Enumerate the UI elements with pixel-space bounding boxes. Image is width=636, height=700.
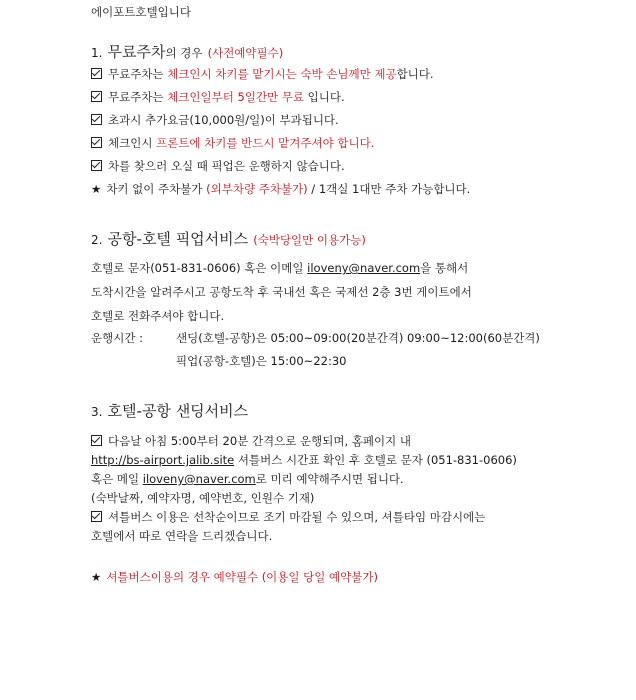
- parking-item-1: 무료주차는 체크인시 차키를 맡기시는 숙박 손님께만 제공합니다.: [91, 66, 434, 82]
- hours-sending: 샌딩(호텔-공항)은 05:00~09:00(20분간격) 09:00~12:00(60분간격): [176, 331, 540, 345]
- section-2-heading: [91, 229, 366, 250]
- section-1-title: 무료주차: [107, 43, 166, 61]
- email-link[interactable]: iloveny@naver.com: [142, 472, 256, 486]
- section-2-note: (숙박당일만 이용가능): [253, 233, 366, 247]
- sending-line-1: 다음날 아침 5:00부터 20분 간격으로 운행되며, 홈페이지 내: [91, 433, 411, 449]
- parking-item-3: 초과시 추가요금(10,000원/일)이 부과됩니다.: [91, 112, 339, 128]
- sending-line-3: 혹은 메일 iloveny@naver.com로 미리 예약해주시면 됩니다.: [91, 472, 404, 486]
- section-3-heading: [91, 401, 248, 422]
- star-icon: ★: [91, 182, 102, 196]
- sending-line-4: (숙박날짜, 예약자명, 예약번호, 인원수 기재): [91, 491, 315, 505]
- checkbox-icon: [91, 114, 102, 125]
- section-1-heading: [91, 42, 283, 63]
- section-3-number: 3.: [91, 405, 103, 419]
- shuttle-schedule-link[interactable]: http://bs-airport.jalib.site: [91, 453, 235, 467]
- pickup-paragraph-2: 도착시간을 알려주시고 공항도착 후 국내선 혹은 국제선 2층 3번 게이트에서: [91, 285, 472, 299]
- section-1-note: (사전예약필수): [207, 46, 284, 60]
- intro-text: 에이포트호텔입니다: [91, 5, 191, 19]
- checkbox-icon: [91, 91, 102, 102]
- sending-line-2: http://bs-airport.jalib.site 셔틀버스 시간표 확인 후 호텔로 문자 (051-831-0606): [91, 453, 517, 467]
- hours-label: 운행시간 :: [91, 331, 143, 345]
- section-2-number: 2.: [91, 233, 103, 247]
- parking-item-4: 체크인시 프론트에 차키를 반드시 맡겨주셔야 합니다.: [91, 135, 374, 151]
- sending-line-5: 셔틀버스 이용은 선착순이므로 조기 마감될 수 있으며, 셔틀타임 마감시에는: [91, 509, 485, 525]
- checkbox-icon: [91, 435, 102, 446]
- pickup-paragraph-1: 호텔로 문자(051-831-0606) 혹은 이메일 iloveny@naver.com을 통해서: [91, 261, 469, 275]
- parking-item-5: 차를 찾으러 오실 때 픽업은 운행하지 않습니다.: [91, 158, 345, 174]
- hours-pickup: 픽업(공항-호텔)은 15:00~22:30: [176, 354, 347, 368]
- pickup-paragraph-3: 호텔로 전화주셔야 합니다.: [91, 309, 225, 323]
- section-2-title: 공항-호텔 픽업서비스: [107, 230, 249, 248]
- checkbox-icon: [91, 68, 102, 79]
- section-3-title: 호텔-공항 샌딩서비스: [107, 402, 249, 420]
- checkbox-icon: [91, 511, 102, 522]
- parking-item-2: 무료주차는 체크인일부터 5일간만 무료 입니다.: [91, 89, 345, 105]
- checkbox-icon: [91, 137, 102, 148]
- sending-star-note: ★ 셔틀버스이용의 경우 예약필수 (이용일 당일 예약불가): [91, 570, 378, 584]
- checkbox-icon: [91, 160, 102, 171]
- star-icon: ★: [91, 570, 102, 584]
- email-link[interactable]: iloveny@naver.com: [307, 261, 421, 275]
- section-1-number: 1.: [91, 46, 103, 60]
- sending-line-6: 호텔에서 따로 연락을 드리겠습니다.: [91, 529, 273, 543]
- parking-star-note: ★ 차키 없이 주차불가 (외부차량 주차불가) / 1객실 1대만 주차 가능합니다.: [91, 182, 471, 196]
- section-1-suffix: 의 경우: [165, 46, 203, 60]
